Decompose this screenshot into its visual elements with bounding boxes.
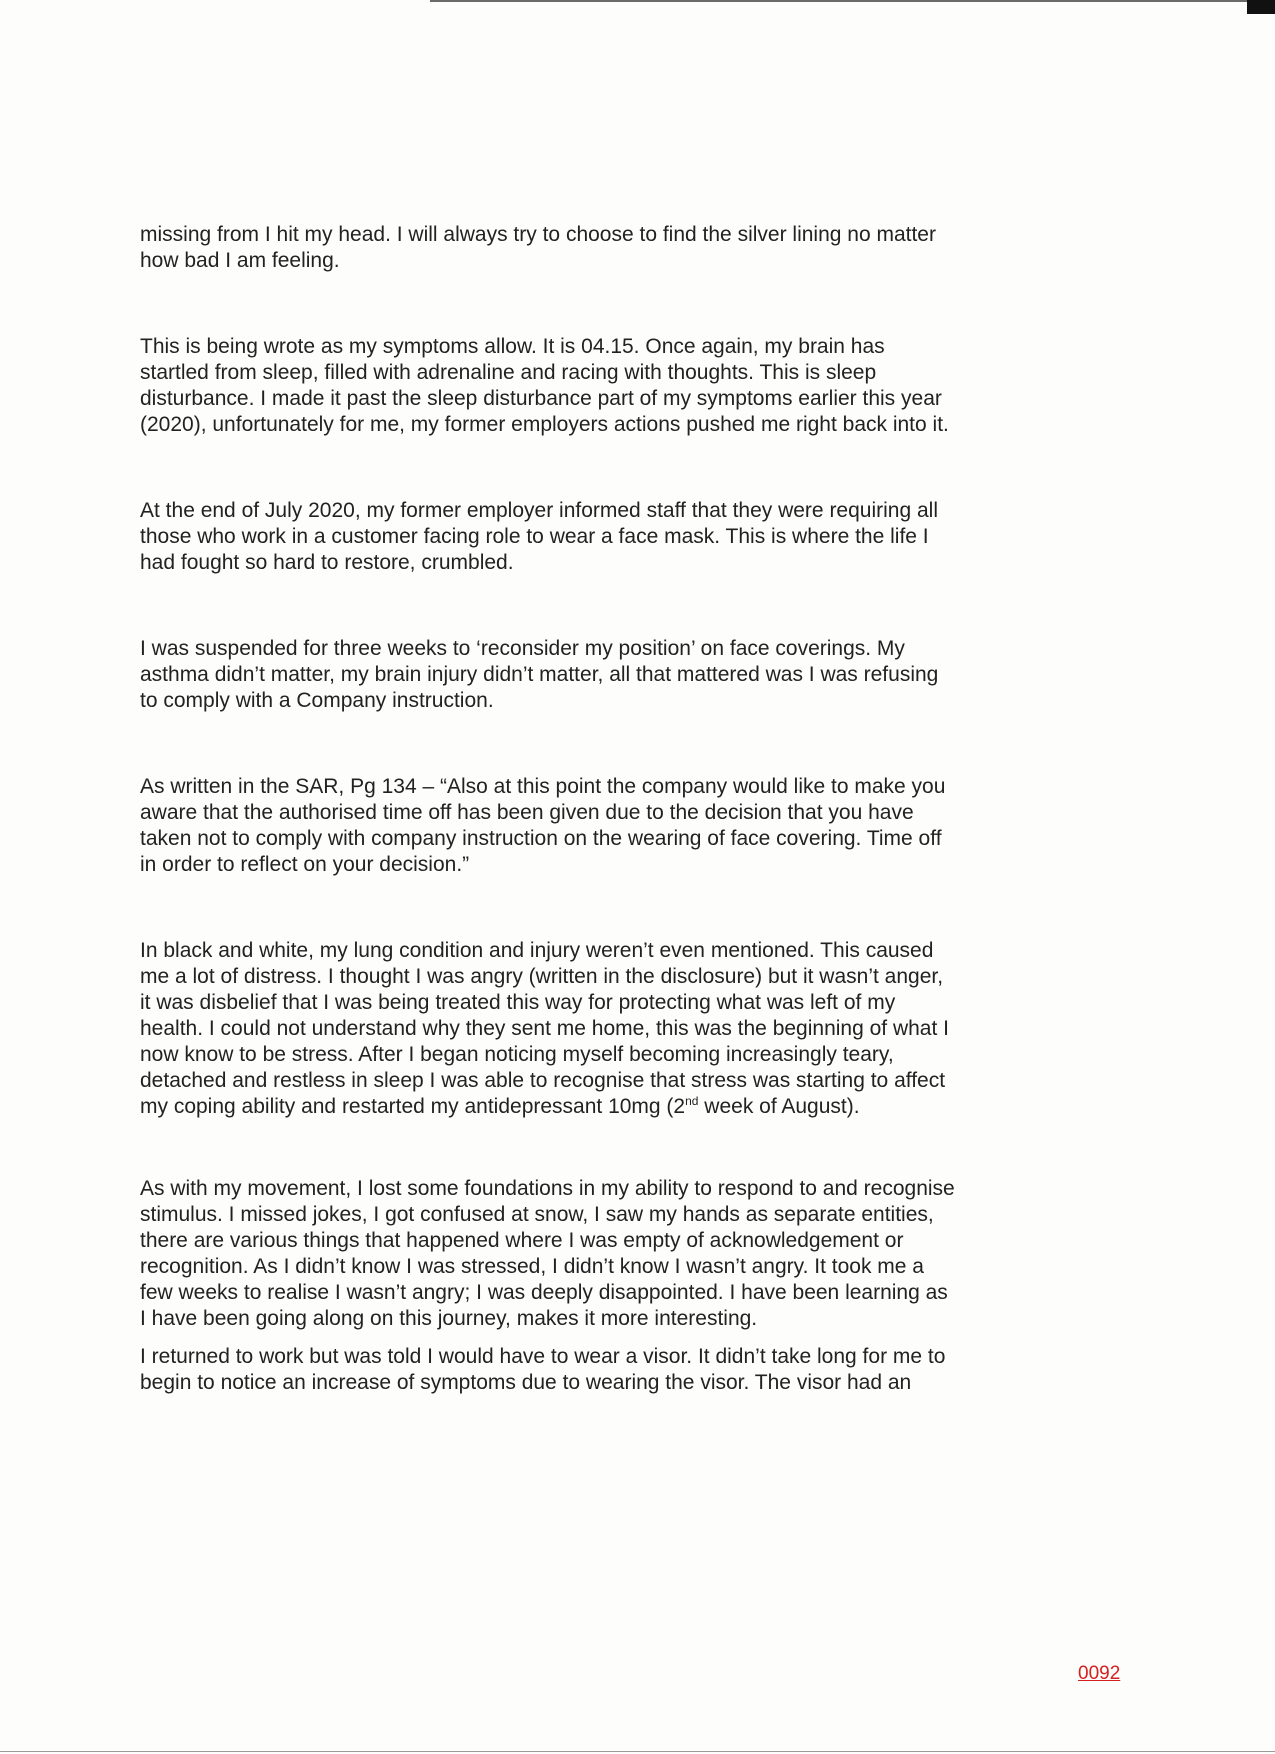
paragraph-8: I returned to work but was told I would have to wear a visor. It didn’t take long for me to begin to notice an increase of symptoms due to wearing the visor. The visor had an — [140, 1345, 946, 1394]
scan-top-edge-line — [430, 0, 1250, 2]
paragraph-7: As with my movement, I lost some foundations in my ability to respond to and recognise stimulus. I missed jokes, I got confused at snow, I saw my hands as separate entities, there are various things that happened where I was empty of acknowledgement or recognition. As I didn’t know I was stressed, I didn’t know I wasn’t angry. It took me a few weeks to realise I wasn’t angry; I was deeply disappointed. I have been learning as I have been going along on this journey, makes it more interesting. — [140, 1177, 955, 1330]
paragraph-6-main: In black and white, my lung condition and injury weren’t even mentioned. This caused me a lot of distress. I thought I was angry (written in the disclosure) but it wasn’t anger, it was disbelief that I was being treated this way for protecting what was left of my health. I could not understand why they sent me home, this was the beginning of what I now know to be stress. After I began noticing myself becoming increasingly teary, detached and restless in sleep I was able to recognise that stress was starting to affect my coping ability and restarted my antidepressant 10mg (2 — [140, 939, 949, 1118]
paragraph-4: I was suspended for three weeks to ‘reconsider my position’ on face coverings. My asthma didn’t matter, my brain injury didn’t matter, all that mattered was I was refusing to comply with a Company instruction. — [140, 637, 939, 712]
paragraph-6 — [140, 938, 1086, 1120]
page-number: 0092 — [1078, 1663, 1121, 1684]
scan-bottom-edge-line — [0, 1751, 1275, 1752]
document-body — [140, 222, 1086, 1396]
paragraph-2: This is being wrote as my symptoms allow. It is 04.15. Once again, my brain has startled from sleep, filled with adrenaline and racing with thoughts. This is sleep disturbance. I made it past the sleep disturbance part of my symptoms earlier this year (2020), unfortunately for me, my former employers actions pushed me right back into it. — [140, 335, 949, 436]
paragraph-6-tail: week of August). — [698, 1095, 860, 1118]
paragraph-5: As written in the SAR, Pg 134 – “Also at this point the company would like to make you aware that the authorised time off has been given due to the decision that you have taken not to comply with company instruction on the wearing of face covering. Time off in order to reflect on your decision.” — [140, 775, 946, 876]
paragraph-3: At the end of July 2020, my former employer informed staff that they were requiring all those who work in a customer facing role to wear a face mask. This is where the life I had fought so hard to restore, crumbled. — [140, 499, 938, 574]
paragraph-1: missing from I hit my head. I will always try to choose to find the silver lining no matter how bad I am feeling. — [140, 223, 936, 272]
scan-corner-mark — [1247, 0, 1275, 14]
ordinal-superscript: nd — [685, 1094, 699, 1108]
